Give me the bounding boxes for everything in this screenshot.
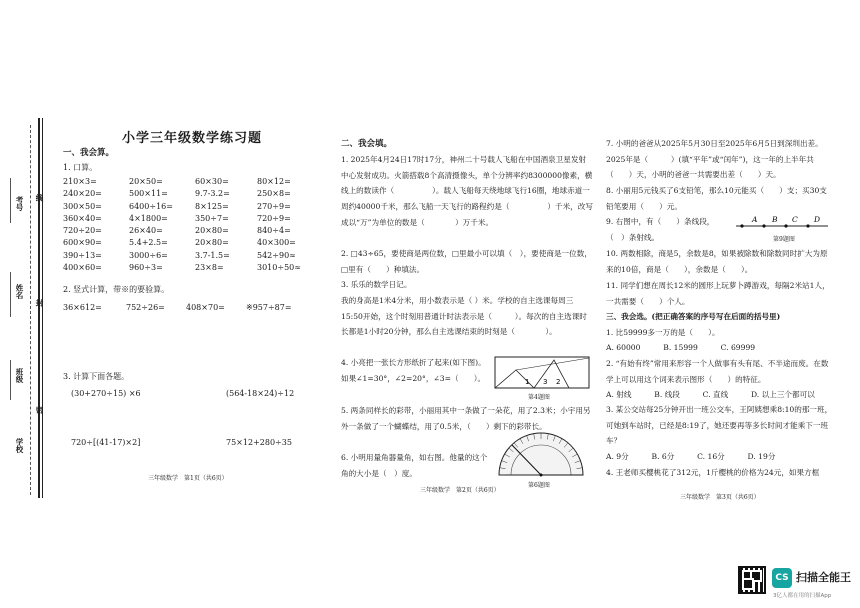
oral-item: 720÷9= [257, 213, 291, 223]
oral-item: 300×50= [63, 201, 102, 211]
binding-line-outer [38, 118, 40, 498]
question-text: 4. 王老师买樱桃花了312元，1斤樱桃的价格为24元，如果方框 [606, 468, 820, 477]
oral-item: 20×50= [129, 177, 163, 186]
oral-item: 20×80= [195, 226, 229, 236]
question-text: 7. 小明的爸爸从2025年5月30日至2025年6月5日到深圳出差。2025年是（ ）(填“平年”或“闰年”)，这一年的上半年共（ ）天，小明的爸爸一共需要出差（ ）天。 [606, 139, 823, 180]
folded-paper-figure [494, 356, 590, 390]
mixed-calc-item: (564-18×24)÷12 [226, 389, 295, 398]
oral-row [63, 263, 333, 275]
question-text: 2. □43÷65，要使商是两位数，□里最小可以填（ ），要使商是一位数，□里有（ ）种填法。 [341, 249, 592, 274]
mixed-calc-item: 75×12+280÷35 [226, 438, 292, 447]
sidebar-label-class: 班级 [15, 368, 24, 383]
oral-item: 3010÷50≈ [257, 263, 301, 273]
oral-item: 20×80= [195, 238, 229, 248]
oral-item: 960÷3= [129, 263, 163, 273]
point-label: D [814, 215, 821, 224]
sidebar-label-secret: 密 [35, 406, 44, 414]
page3-q10 [606, 246, 834, 277]
oral-row [63, 214, 333, 226]
angle-label: 1 [525, 378, 530, 386]
oral-item: 350÷7= [195, 213, 229, 223]
page3-choice2-options [606, 387, 834, 403]
page3-q11 [606, 278, 834, 309]
option-text: A. 射线 B. 线段 C. 直线 D. 以上三个都可以 [606, 390, 815, 399]
sidebar-underline-3 [10, 360, 31, 400]
oral-item: 840÷4= [257, 226, 291, 236]
question-text: 2. “有始有终”常用来形容一个人做事有头有尾、不半途而废。在数学上可以用这个词来表示图形（ ）的特征。 [606, 359, 829, 384]
sidebar-underline-2 [10, 272, 31, 317]
oral-item: 6400÷16= [129, 201, 173, 211]
mixed-calc-item: (30+270÷15) ×6 [71, 389, 141, 398]
angle-label: 3 [543, 378, 548, 386]
page2-q4 [341, 355, 489, 386]
oral-item: 390÷13= [63, 250, 102, 260]
point-label: C [792, 215, 798, 224]
page3-footer: 三年级数学 第3页（共6页） [680, 494, 760, 501]
protractor-figure [496, 431, 586, 478]
mixed-calc-item: 720÷[(41-17)×2] [71, 438, 141, 447]
sidebar-label-exam-no: 考号 [15, 196, 24, 211]
oral-row [63, 202, 333, 214]
fig4-caption: 第4题图 [528, 394, 550, 401]
oral-item: 600×90= [63, 238, 102, 248]
oral-item: 23×8= [195, 263, 224, 273]
page2-q3-diary [341, 293, 593, 340]
option-text: A. 9分 B. 6分 C. 16分 D. 19分 [606, 452, 776, 461]
page3-q7 [606, 136, 834, 183]
camscanner-app-name: 扫描全能王 [796, 571, 851, 584]
page3-q8 [606, 183, 834, 214]
page2-q2 [341, 246, 593, 277]
oral-item: 80×12= [257, 177, 291, 186]
sidebar-label-seal: 封 [35, 299, 44, 307]
vertical-calc-item: 408×70= [186, 303, 225, 312]
page2-q1 [341, 152, 593, 231]
oral-item: 250×8= [257, 189, 291, 199]
question-text: 1. 2025年4月24日17时17分，神州二十号载人飞船在中国酒泉卫星发射中心发射成功。火箭搭载8个高清摄像头，单个分辨率约8300000像素，横线上的数读作（ ）。载人飞船每天绕地球飞行16圈，地球赤道一周约40000千米，那么飞船一天飞行的路程约是（ ）千米，改写成以“万”为单位的数是（ ）万千米。 [341, 155, 593, 227]
page2-q3 [341, 277, 593, 293]
camscanner-logo-icon: CS [772, 568, 792, 588]
angle-label: 2 [556, 378, 561, 386]
page3-choice3-options [606, 449, 834, 465]
page3-choice4 [606, 465, 834, 481]
question-text: 我的身高是1米4分米，用小数表示是（ ）米。学校的自主选课每周三15:50开始，这个时刻用普通计时法表示是（ ）。每次的自主选课时长都是1小时20分钟，那么自主选课结束的时刻是（ ）。 [341, 296, 587, 337]
question-text: 4. 小亮把一张长方形纸折了起来(如下图)。如果∠1=30°，∠2=20°，∠3=（ ）。 [341, 358, 486, 383]
question-text: 3. 乐乐的数学日记。 [341, 280, 412, 289]
vertical-calc-item: ※957÷87= [246, 303, 292, 312]
binding-line-inner [42, 118, 43, 498]
oral-item: 542÷90≈ [257, 250, 296, 260]
sidebar-label-school: 学校 [15, 438, 24, 453]
page3-q9 [606, 214, 724, 245]
question-text: 8. 小丽用5元钱买了6支铅笔，那么10元能买（ ）支；买30支铅笔要用（ ）元。 [606, 186, 827, 211]
page3-choice1-options [606, 340, 834, 356]
sidebar-label-name: 姓名 [15, 284, 24, 299]
page-title: 小学三年级数学练习题 [122, 131, 263, 146]
oral-row [63, 251, 333, 263]
page3-choice3 [606, 402, 834, 449]
oral-row [63, 189, 333, 201]
q1-label: 1. 口算。 [63, 163, 98, 172]
page2-footer: 三年级数学 第2页（共6页） [420, 487, 500, 494]
vertical-calc-item: 36×612= [63, 303, 102, 312]
oral-item: 4×1800= [129, 213, 168, 223]
qr-code [738, 566, 766, 594]
vertical-calc-item: 752÷26= [126, 303, 165, 312]
oral-row [63, 177, 333, 189]
q3-label: 3. 计算下面各题。 [63, 372, 130, 381]
fig6-caption: 第6题图 [528, 482, 550, 489]
oral-calc-table [63, 177, 333, 275]
line-points-figure [734, 214, 830, 232]
oral-item: 40×300= [257, 238, 296, 248]
point-label: A [752, 215, 758, 224]
question-text: 三、我会选。(把正确答案的序号写在后面的括号里) [606, 312, 781, 321]
sidebar-underline-1 [10, 178, 31, 223]
oral-item: 9.7-3.2= [195, 189, 230, 199]
page1-footer: 三年级数学 第1页（共6页） [148, 475, 228, 482]
oral-item: 5.4+2.5= [129, 238, 168, 248]
question-text: 6. 小明用量角器量角，如右图。他量的这个角的大小是（ ）度。 [341, 453, 488, 478]
page3-choice1 [606, 325, 834, 341]
oral-item: 210×3= [63, 177, 97, 186]
camscanner-tagline: 3亿人都在用的扫描App [773, 593, 832, 599]
oral-item: 3.7-1.5= [195, 250, 230, 260]
oral-item: 8×125= [195, 201, 229, 211]
question-text: 9. 右图中，有（ ）条线段，（ ）条射线。 [606, 217, 715, 242]
section-1-heading: 一、我会算。 [63, 148, 115, 158]
oral-item: 240×20= [63, 189, 102, 199]
oral-row [63, 238, 333, 250]
oral-item: 400×60= [63, 263, 102, 273]
oral-row [63, 226, 333, 238]
oral-item: 3000÷6= [129, 250, 168, 260]
oral-item: 60×30= [195, 177, 229, 186]
sidebar-label-line: 线 [35, 194, 44, 202]
point-label: B [772, 215, 778, 224]
oral-item: 360×40= [63, 213, 102, 223]
page3-choice2 [606, 356, 834, 387]
question-text: 10. 两数相除，商是5，余数是8，如果被除数和除数同时扩大为原来的10倍，商是（ ），余数是（ ）。 [606, 249, 828, 274]
option-text: A. 60000 B. 15999 C. 69999 [606, 343, 756, 352]
question-text: 3. 某公交站每25分钟开出一班公交车，王阿姨想乘8:10的那一班，可她到车站时，已经是8:19了，她还要再等多长时间才能乘下一班车？ [606, 405, 833, 446]
oral-item: 500×11= [129, 189, 168, 199]
oral-item: 270÷9= [257, 201, 291, 211]
section-3-heading [606, 309, 834, 325]
page2-q5 [341, 403, 593, 434]
fig9-caption: 第9题图 [773, 236, 795, 243]
oral-item: 720÷20= [63, 226, 102, 236]
page2-q6 [341, 450, 489, 481]
oral-item: 26×40= [129, 226, 163, 236]
q2-label: 2. 竖式计算，带※的要验算。 [63, 285, 170, 294]
question-text: 5. 两条同样长的彩带，小丽用其中一条做了一朵花，用了2.3米；小宇用另外一条做了一个蝴蝶结，用了0.5米，（ ）剩下的彩带长。 [341, 406, 591, 431]
question-text: 1. 比59999多一万的是（ ）。 [606, 328, 720, 337]
section-2-heading: 二、我会填。 [341, 139, 393, 149]
question-text: 11. 同学们想在周长12米的圆形上玩萝卜蹲游戏，每隔2米站1人，一共需要（ ）个人。 [606, 281, 830, 306]
